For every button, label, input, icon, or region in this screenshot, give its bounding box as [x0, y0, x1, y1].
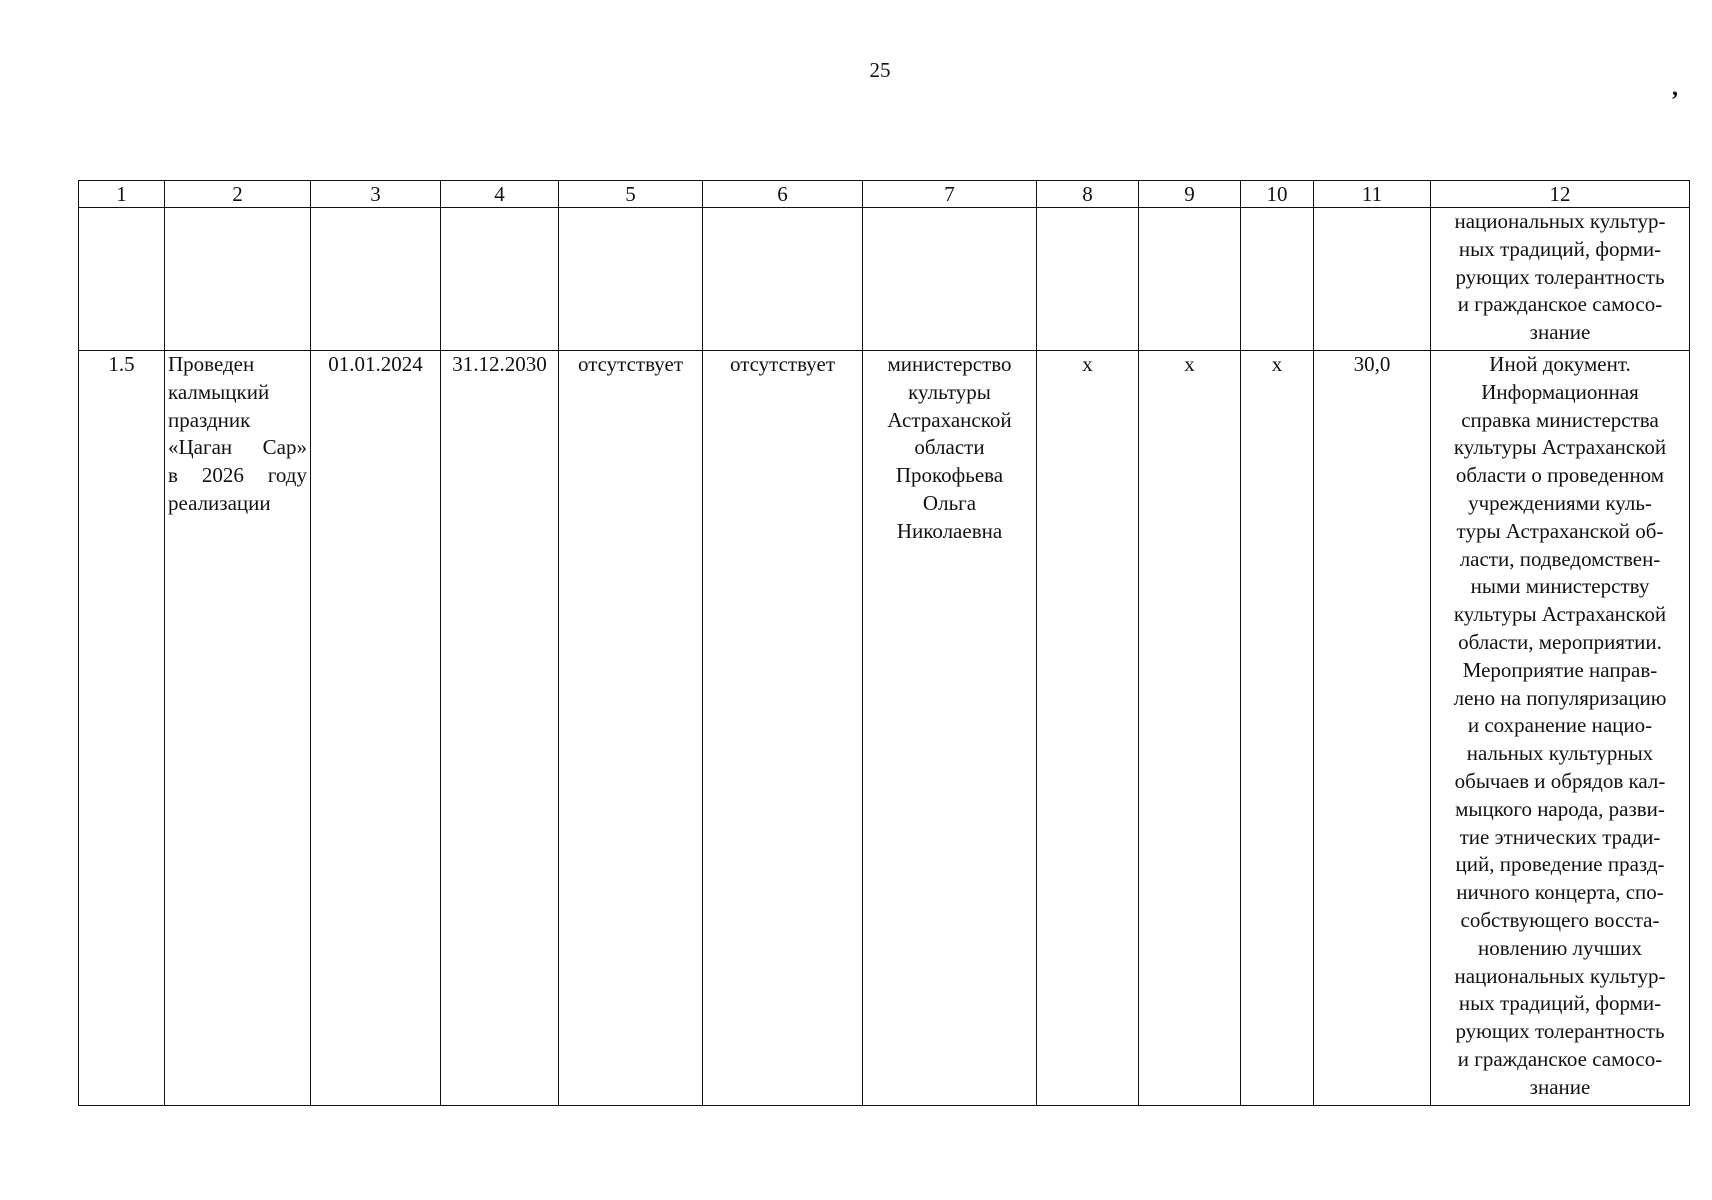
- empty-cell: [1241, 208, 1314, 351]
- event-name-line: праздник: [168, 407, 251, 432]
- empty-cell: [1314, 208, 1431, 351]
- empty-cell: [311, 208, 441, 351]
- table-row-continuation: [79, 208, 1690, 351]
- column-header-11: 11: [1314, 181, 1431, 208]
- column-header-6: 6: [703, 181, 863, 208]
- report-table: [78, 180, 1690, 1106]
- empty-cell: [703, 208, 863, 351]
- funding-amount: 30,0: [1314, 351, 1431, 1106]
- responsible-person: министерство культуры Астраханской области Прокофьева Ольга Николаевна: [863, 351, 1037, 1106]
- table-row: [79, 351, 1690, 1106]
- event-name-line: «Цаган Сар»: [168, 435, 307, 460]
- col10-value: x: [1241, 351, 1314, 1106]
- column-header-5: 5: [559, 181, 703, 208]
- start-date: 01.01.2024: [311, 351, 441, 1106]
- col8-value: x: [1037, 351, 1139, 1106]
- column-header-1: 1: [79, 181, 165, 208]
- empty-cell: [1139, 208, 1241, 351]
- end-date: 31.12.2030: [441, 351, 559, 1106]
- event-name-line: в 2026 году: [168, 463, 307, 488]
- column-header-12: 12: [1431, 181, 1690, 208]
- event-name-line: реализации: [168, 490, 271, 515]
- column-header-2: 2: [165, 181, 311, 208]
- empty-cell: [165, 208, 311, 351]
- result-description: Иной документ. Информационная справка министерства культуры Астраханской области о проведенном учреждениями куль- туры Астраханской об- ласти, подведомствен- ными министерству культуры Астраханской области, мероприятии. Мероприятие направ- лено на популяризацию и сохранение нацио- нальных культурных обычаев и обрядов кал- мыцкого народа, разви- тие этнических тради- ций, проведение празд- ничного концерта, спо- собствующего восста- новлению лучших национальных культур- ных традиций, форми- рующих толерантность и гражданское самосо- знание: [1431, 351, 1690, 1106]
- row-number: 1.5: [79, 351, 165, 1106]
- empty-cell: [559, 208, 703, 351]
- corner-mark: ,: [1672, 75, 1678, 101]
- column-header-9: 9: [1139, 181, 1241, 208]
- page-number: 25: [869, 58, 891, 82]
- continuation-description: национальных культур- ных традиций, форми- рующих толерантность и гражданское самосо- знание: [1431, 208, 1690, 351]
- empty-cell: [863, 208, 1037, 351]
- event-name: [165, 351, 311, 1106]
- col9-value: x: [1139, 351, 1241, 1106]
- col5-value: отсутствует: [559, 351, 703, 1106]
- column-header-8: 8: [1037, 181, 1139, 208]
- col6-value: отсутствует: [703, 351, 863, 1106]
- column-header-3: 3: [311, 181, 441, 208]
- column-header-7: 7: [863, 181, 1037, 208]
- empty-cell: [79, 208, 165, 351]
- empty-cell: [441, 208, 559, 351]
- column-header-10: 10: [1241, 181, 1314, 208]
- column-header-4: 4: [441, 181, 559, 208]
- empty-cell: [1037, 208, 1139, 351]
- header-row: [79, 181, 1690, 208]
- event-name-line: Проведен: [168, 352, 255, 376]
- event-name-line: калмыцкий: [168, 379, 270, 404]
